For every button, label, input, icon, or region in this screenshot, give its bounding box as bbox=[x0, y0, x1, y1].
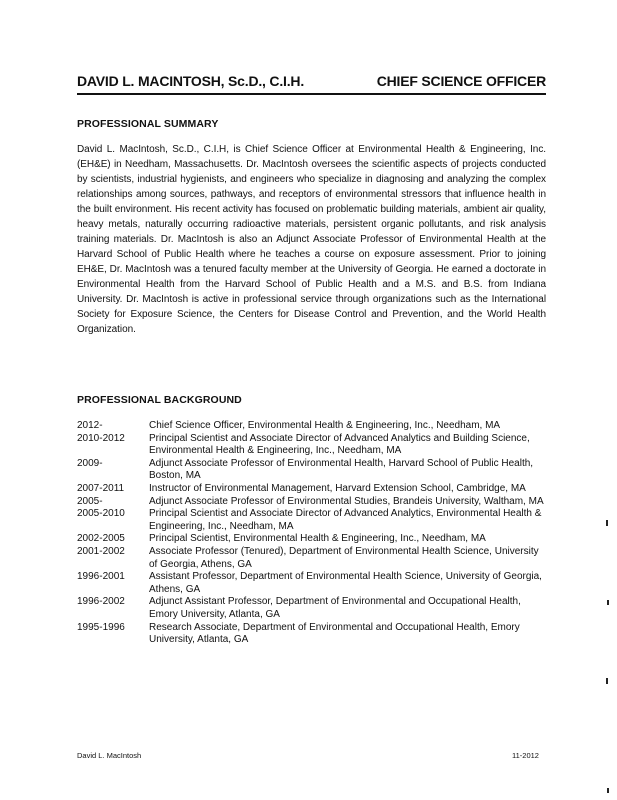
background-entry bbox=[77, 483, 546, 496]
background-entry bbox=[77, 508, 546, 533]
background-entry-description: Associate Professor (Tenured), Department of Environmental Health Science, University of Georgia, Athens, GA bbox=[149, 545, 539, 570]
background-entry bbox=[77, 596, 546, 621]
background-entry-description: Principal Scientist, Environmental Health & Engineering, Inc., Needham, MA bbox=[149, 533, 486, 545]
footer-date: 11-2012 bbox=[512, 751, 539, 760]
background-entry-years: 1995-1996 bbox=[77, 621, 125, 633]
page-header bbox=[77, 73, 546, 95]
background-entry-years: 2005- bbox=[77, 495, 103, 507]
background-entry-description: Adjunct Assistant Professor, Department of Environmental and Occupational Health, Emory University, Atlanta, GA bbox=[149, 596, 521, 620]
background-entry-description: Principal Scientist and Associate Director of Advanced Analytics and Building Science, Environmental Health & Engineering, Inc., Needham, MA bbox=[149, 432, 530, 457]
background-entry-years: 1996-2002 bbox=[77, 596, 125, 608]
background-entry-years: 2012- bbox=[77, 420, 103, 431]
background-entry-years: 2007-2011 bbox=[77, 482, 125, 494]
scan-speck bbox=[606, 678, 608, 684]
background-entry bbox=[77, 496, 546, 509]
background-entry bbox=[77, 458, 546, 483]
footer-author: David L. MacIntosh bbox=[77, 751, 142, 760]
scan-speck bbox=[606, 520, 608, 526]
background-entry-description: Adjunct Associate Professor of Environmental Health, Harvard School of Public Health, Boston, MA bbox=[149, 457, 534, 482]
background-list bbox=[77, 420, 546, 647]
summary-heading: PROFESSIONAL SUMMARY bbox=[77, 118, 219, 130]
background-entry bbox=[77, 622, 546, 647]
background-entry-description: Adjunct Associate Professor of Environmental Studies, Brandeis University, Waltham, MA bbox=[149, 495, 544, 507]
summary-paragraph: David L. MacIntosh, Sc.D., C.I.H, is Chief Science Officer at Environmental Health & Engineering, Inc. (EH&E) in Needham, Massachusetts. Dr. MacIntosh oversees the scientific aspects of projects conducted by scientists, industrial hygienists, and engineers who specialize in diagnosing and analyzing the complex relationships among sources, pathways, and receptors of environmental stressors that influence health in the built environment. His recent activity has focused on problematic building materials, ambient air quality, heavy metals, naturally occurring radioactive materials, persistent organic pollutants, and risk analysis training materials. Dr. MacIntosh is also an Adjunct Associate Professor of Environmental Health at the Harvard School of Public Health where he teaches a course on exposure assessment. Prior to joining EH&E, Dr. MacIntosh was a tenured faculty member at the University of Georgia. He earned a doctorate in Environmental Health from the Harvard School of Public Health and a M.S. and B.S. from Indiana University. Dr. MacIntosh is active in professional service through organizations such as the International Society for Exposure Science, the Centers for Disease Control and Prevention, and the World Health Organization. bbox=[77, 144, 546, 335]
background-entry bbox=[77, 546, 546, 571]
background-entry-description: Assistant Professor, Department of Environmental Health Science, University of Georgia, Athens, GA bbox=[149, 571, 542, 595]
background-entry bbox=[77, 533, 546, 546]
background-entry-description: Chief Science Officer, Environmental Health & Engineering, Inc., Needham, MA bbox=[149, 420, 501, 431]
background-entry-years: 1996-2001 bbox=[77, 571, 125, 583]
background-entry-years: 2010-2012 bbox=[77, 432, 125, 444]
background-entry-description: Instructor of Environmental Management, Harvard Extension School, Cambridge, MA bbox=[149, 482, 526, 494]
scan-speck bbox=[607, 788, 609, 793]
background-entry bbox=[77, 571, 546, 596]
background-entry bbox=[77, 420, 546, 433]
person-name: DAVID L. MACINTOSH, Sc.D., C.I.H. bbox=[77, 73, 305, 89]
background-heading: PROFESSIONAL BACKGROUND bbox=[77, 394, 242, 406]
background-entry-years: 2001-2002 bbox=[77, 545, 125, 557]
background-entry-description: Principal Scientist and Associate Director of Advanced Analytics, Environmental Health & Engineering, Inc., Needham, MA bbox=[149, 508, 542, 532]
background-entry-years: 2002-2005 bbox=[77, 533, 125, 545]
background-entry-description: Research Associate, Department of Environmental and Occupational Health, Emory University, Atlanta, GA bbox=[149, 621, 520, 646]
background-entry bbox=[77, 433, 546, 458]
job-title: CHIEF SCIENCE OFFICER bbox=[376, 73, 546, 89]
scan-speck bbox=[607, 600, 609, 605]
background-entry-years: 2005-2010 bbox=[77, 508, 125, 520]
background-entry-years: 2009- bbox=[77, 457, 103, 469]
